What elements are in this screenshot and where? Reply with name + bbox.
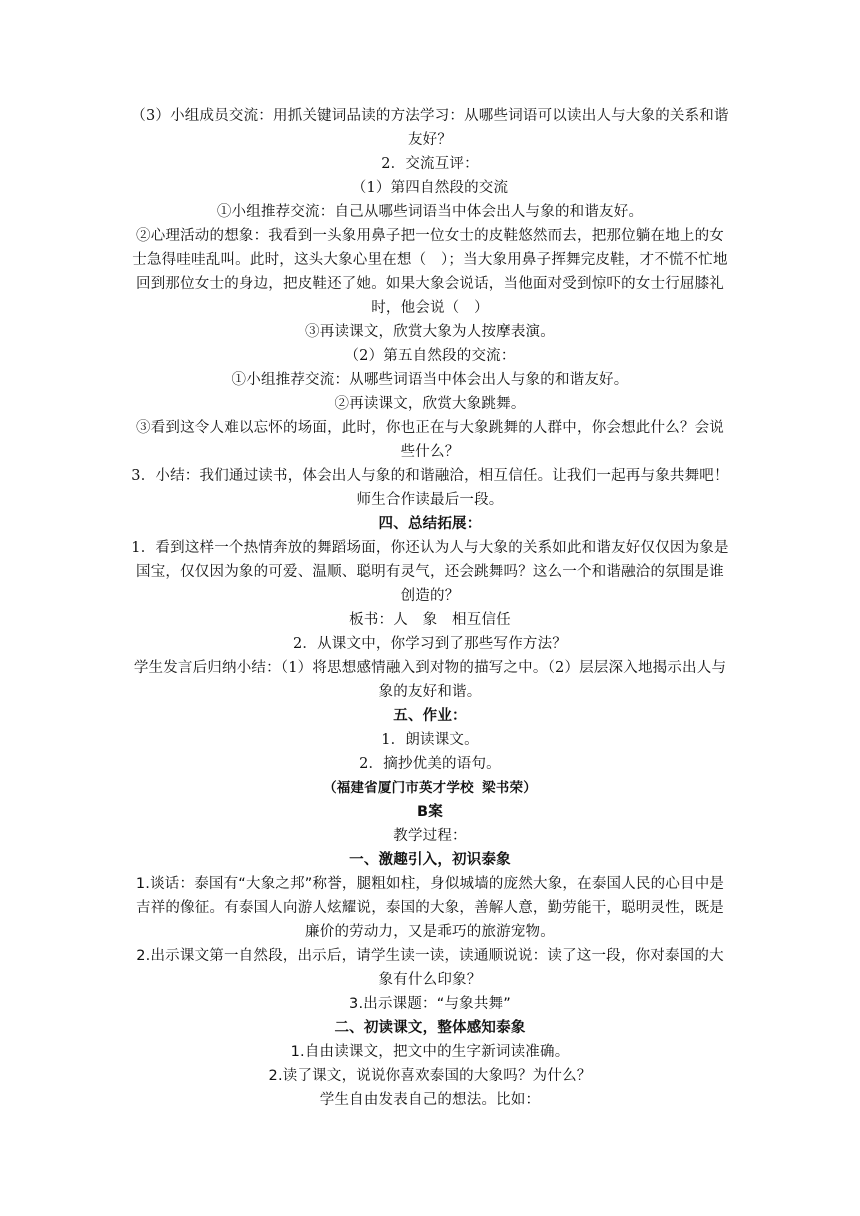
paragraph-group-recommend-1: ①小组推荐交流：自己从哪些词语当中体会出人与象的和谐友好。 xyxy=(216,204,644,220)
heading-plan-b: B案 xyxy=(417,804,443,820)
paragraph-scene-question: ③看到这令人难以忘怀的场面，此时，你也正在与大象跳舞的人群中，你会想此什么？会说些什么？ xyxy=(136,420,724,460)
author-signature: （福建省厦门市英才学校 梁书荣） xyxy=(323,780,537,796)
paragraph-section4-exchange: （1）第四自然段的交流 xyxy=(351,180,509,196)
heading-introduction: 一、激趣引入，初识泰象 xyxy=(349,852,511,868)
paragraph-group-discussion: （3）小组成员交流：用抓关键词品读的方法学习：从哪些词语可以读出人与大象的关系和谐友好？ xyxy=(131,108,729,148)
paragraph-show-section1: 2.出示课文第一自然段，出示后，请学生读一读，读通顺说说：读了这一段，你对泰国的大象有什么印象？ xyxy=(136,948,724,988)
heading-first-reading: 二、初读课文，整体感知泰象 xyxy=(334,1020,526,1036)
paragraph-board-writing: 板书：人 象 相互信任 xyxy=(349,612,511,628)
heading-conclusion: 四、总结拓展： xyxy=(378,516,482,532)
paragraph-show-title: 3.出示课题：“与象共舞” xyxy=(349,996,511,1012)
paragraph-exchange-title: 2．交流互评： xyxy=(381,156,479,172)
paragraph-student-summary: 学生发言后归纳小结：（1）将思想感情融入到对物的描写之中。（2）层层深入地揭示出人与象的友好和谐。 xyxy=(133,660,727,700)
paragraph-reread-massage: ③再读课文，欣赏大象为人按摩表演。 xyxy=(305,324,555,340)
paragraph-section5-exchange: （2）第五自然段的交流： xyxy=(344,348,516,364)
paragraph-free-expression: 学生自由发表自己的想法。比如： xyxy=(319,1092,541,1108)
paragraph-talk: 1.谈话：泰国有“大象之邦”称誉，腿粗如柱，身似城墙的庞然大象，在泰国人民的心目中是吉祥的像征。有泰国人向游人炫耀说，泰国的大象，善解人意，勤劳能干，聪明灵性，既是廉价的劳动力，又是乖巧的旅游宠物。 xyxy=(135,876,725,940)
paragraph-summary: 3．小结：我们通过读书，体会出人与象的和谐融洽，相互信任。让我们一起再与象共舞吧！师生合作读最后一段。 xyxy=(131,468,729,508)
paragraph-reread-dance: ②再读课文，欣赏大象跳舞。 xyxy=(334,396,526,412)
paragraph-homework-2: 2．摘抄优美的语句。 xyxy=(359,756,501,772)
document-body xyxy=(130,104,730,1112)
paragraph-group-recommend-2: ①小组推荐交流：从哪些词语当中体会出人与象的和谐友好。 xyxy=(231,372,629,388)
paragraph-conclusion-question: 1．看到这样一个热情奔放的舞蹈场面，你还认为人与大象的关系如此和谐友好仅仅因为象是国宝，仅仅因为象的可爱、温顺、聪明有灵气，还会跳舞吗？这么一个和谐融洽的氛围是谁创造的？ xyxy=(131,540,729,604)
paragraph-teaching-process: 教学过程： xyxy=(393,828,467,844)
paragraph-free-reading: 1.自由读课文，把文中的生字新词读准确。 xyxy=(290,1044,570,1060)
heading-homework: 五、作业： xyxy=(393,708,467,724)
paragraph-homework-1: 1．朗读课文。 xyxy=(381,732,479,748)
paragraph-imagination: ②心理活动的想象：我看到一头象用鼻子把一位女士的皮鞋悠然而去，把那位躺在地上的女士急得哇哇乱叫。此时，这头大象心里在想（ ）；当大象用鼻子挥舞完皮鞋，才不慌不忙地回到那位女士的身边，把皮鞋还了她。如果大象会说话，当他面对受到惊吓的女士行屈膝礼时，他会说（ ） xyxy=(132,228,728,316)
paragraph-writing-methods: 2．从课文中，你学习到了那些写作方法？ xyxy=(292,636,568,652)
paragraph-like-elephants: 2.读了课文，说说你喜欢泰国的大象吗？为什么？ xyxy=(268,1068,592,1084)
